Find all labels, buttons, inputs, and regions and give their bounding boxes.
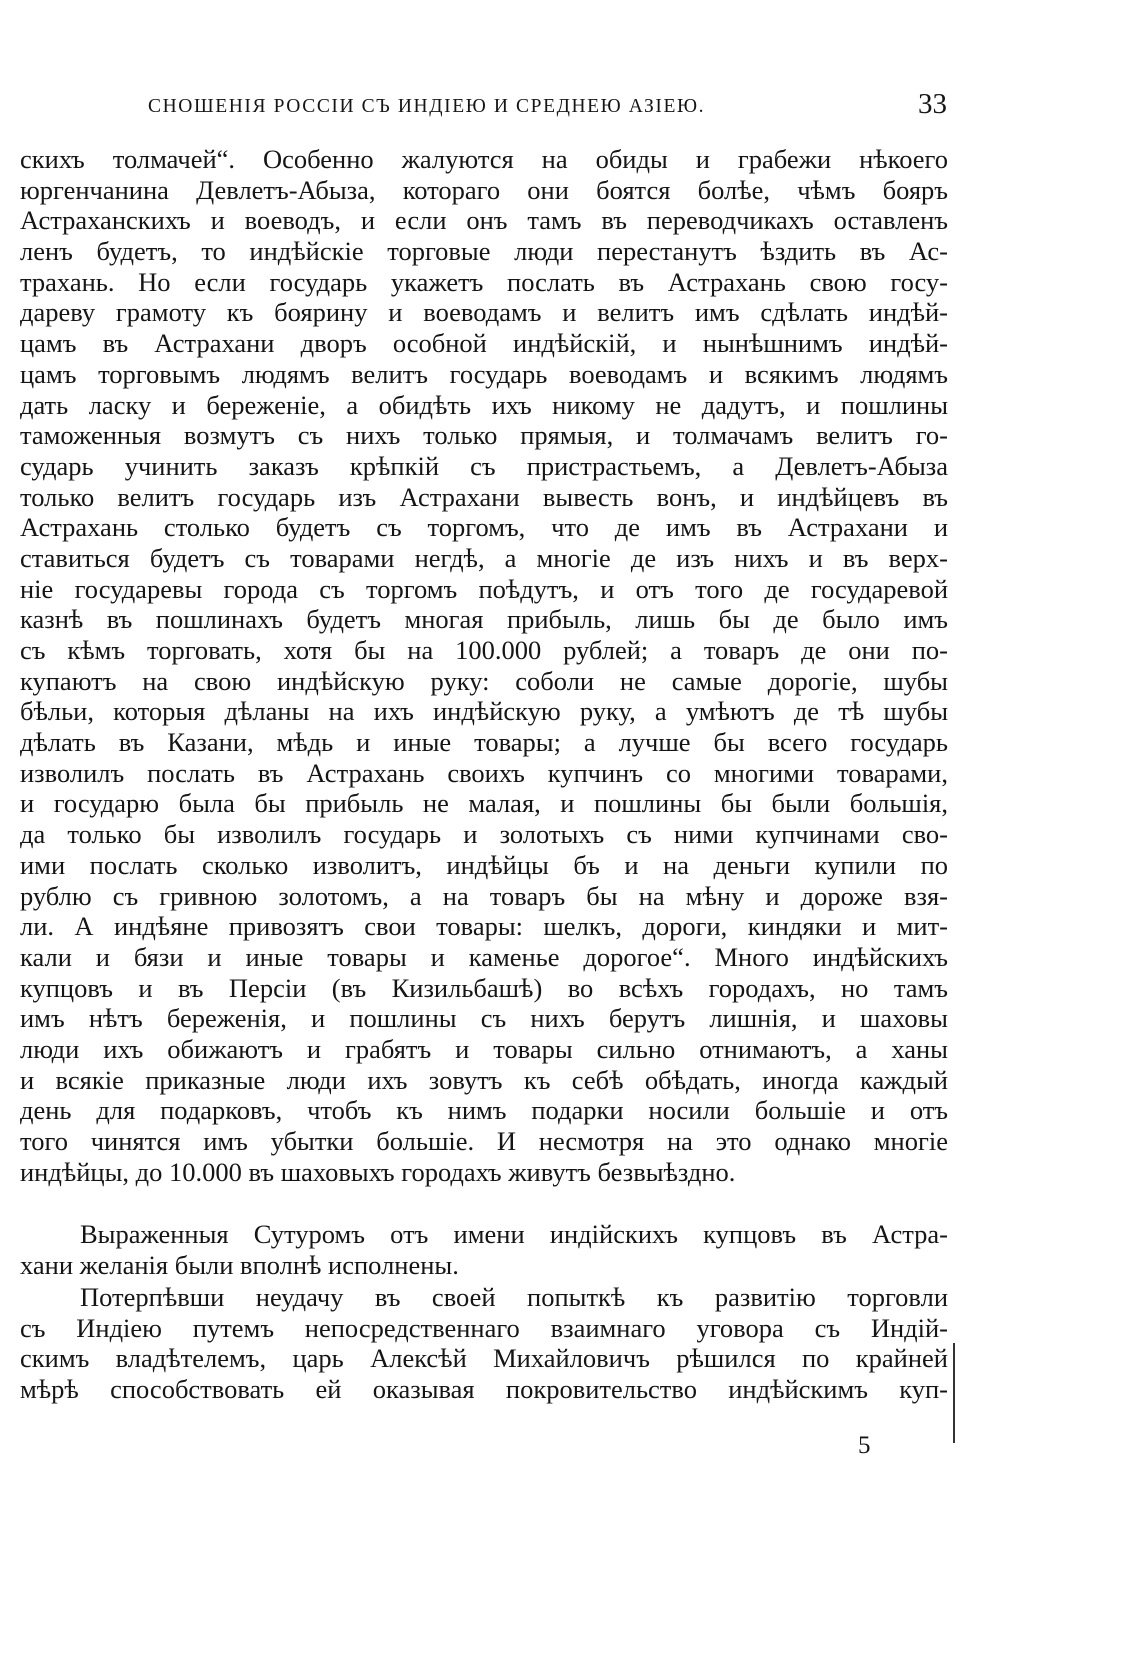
text-line: да только бы изволилъ государь и золотыхъ съ ними купчинами сво- [20,819,948,850]
paragraph-3 [20,1282,948,1405]
text-line: индѣйцы, до 10.000 въ шаховыхъ городахъ живутъ безвыѣздно. [20,1156,736,1187]
text-line: таможенныя возмутъ съ нихъ только прямыя, и толмачамъ велитъ го- [20,420,948,451]
page-number: 33 [918,88,947,120]
text-line: рублю съ гривною золотомъ, а на товаръ бы на мѣну и дороже взя- [20,880,948,911]
signature-mark: 5 [858,1432,871,1459]
text-line: хани желанія были вполнѣ исполнены. [20,1249,459,1280]
text-line: цамъ въ Астрахани дворъ особной индѣйскій, и нынѣшнимъ индѣй- [20,328,948,359]
text-line: съ кѣмъ торговать, хотя бы на 100.000 рублей; а товаръ де они по- [20,635,948,665]
text-line: трахань. Но если государь укажетъ послать въ Астрахань свою госу- [20,266,948,297]
text-line: и всякіе приказные люди ихъ зовутъ къ себѣ обѣдать, иногда каждый [20,1064,948,1095]
text-line: и государю была бы прибыль не малая, и пошлины бы были большія, [20,788,948,819]
text-line: юргенчанина Девлетъ-Абыза, котораго они боятся болѣе, чѣмъ бояръ [20,174,948,205]
margin-mark [953,1343,955,1443]
text-line: кали и бязи и иные товары и каменье дорогое“. Много индѣйскихъ [20,941,948,972]
text-line: ставиться будетъ съ товарами негдѣ, а многіе де изъ нихъ и въ верх- [20,542,948,573]
text-line: дареву грамоту къ боярину и воеводамъ и велитъ имъ сдѣлать индѣй- [20,297,948,328]
text-line: купаютъ на свою индѣйскую руку: соболи не самые дорогіе, шубы [20,665,948,696]
text-line: день для подарковъ, чтобъ къ нимъ подарки носили большіе и отъ [20,1095,948,1126]
text-line: дѣлать въ Казани, мѣдь и иные товары; а лучше бы всего государь [20,727,948,758]
text-line: имъ нѣтъ береженія, и пошлины съ нихъ берутъ лишнія, и шаховы [20,1003,948,1034]
text-line: казнѣ въ пошлинахъ будетъ многая прибыль, лишь бы де было имъ [20,604,948,635]
text-line: Потерпѣвши неудачу въ своей попыткѣ къ развитію торговли [80,1282,948,1312]
text-line: скихъ толмачей“. Особенно жалуются на обиды и грабежи нѣкоего [20,144,948,174]
text-line: купцовъ и въ Персіи (въ Кизильбашѣ) во всѣхъ городахъ, но тамъ [20,972,948,1003]
text-line: ніе государевы города съ торгомъ поѣдутъ, и отъ того де государевой [20,573,948,604]
text-line: Астрахань столько будетъ съ торгомъ, что де имъ въ Астрахани и [20,512,948,543]
text-line: только велитъ государь изъ Астрахани вывесть вонъ, и индѣйцевъ въ [20,481,948,512]
paragraph-1 [20,144,948,1187]
text-line: съ Индіею путемъ непосредственнаго взаимнаго уговора съ Индій- [20,1312,948,1343]
text-line: изволилъ послать въ Астрахань своихъ купчинъ со многими товарами, [20,757,948,788]
text-line: Выраженныя Сутуромъ отъ имени индійскихъ купцовъ въ Астра- [80,1219,948,1249]
text-line: мѣрѣ способствовать ей оказывая покровительство индѣйскимъ куп- [20,1374,948,1405]
running-head: СНОШЕНІЯ РОССІИ СЪ ИНДІЕЮ И СРЕДНЕЮ АЗІЕЮ. [148,96,706,117]
text-line: того чинятся имъ убытки большіе. И несмотря на это однако многіе [20,1126,948,1156]
text-line: ленъ будетъ, то индѣйскіе торговые люди перестанутъ ѣздить въ Ас- [20,236,948,267]
text-line: бѣльи, которыя дѣланы на ихъ индѣйскую руку, а умѣютъ де тѣ шубы [20,696,948,727]
text-line: цамъ торговымъ людямъ велитъ государь воеводамъ и всякимъ людямъ [20,358,948,389]
text-line: дать ласку и береженіе, а обидѣть ихъ никому не дадутъ, и пошлины [20,389,948,420]
text-line: ли. А индѣяне привозятъ свои товары: шелкъ, дороги, киндяки и мит- [20,911,948,942]
text-line: люди ихъ обижаютъ и грабятъ и товары сильно отнимаютъ, а ханы [20,1033,948,1064]
text-line: ими послать сколько изволитъ, индѣйцы бъ и на деньги купили по [20,849,948,880]
text-line: сударь учинить заказъ крѣпкій съ пристрастьемъ, а Девлетъ-Абыза [20,450,948,481]
text-line: Астраханскихъ и воеводъ, и если онъ тамъ въ переводчикахъ оставленъ [20,205,948,236]
paragraph-2 [20,1219,948,1280]
text-line: скимъ владѣтелемъ, царь Алексѣй Михайловичъ рѣшился по крайней [20,1343,948,1374]
